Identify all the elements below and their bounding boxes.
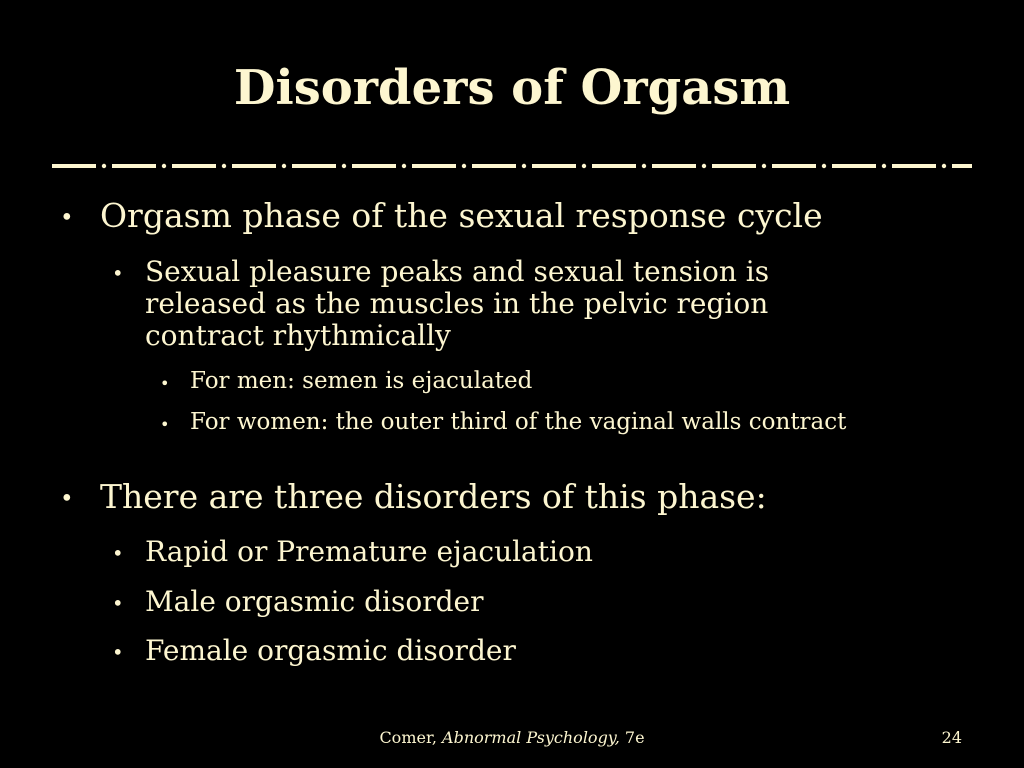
divider-dot	[582, 164, 586, 168]
divider-dot	[402, 164, 406, 168]
divider-dash	[292, 164, 336, 168]
divider-dash	[592, 164, 636, 168]
divider-dash	[952, 164, 972, 168]
divider-dash	[472, 164, 516, 168]
bullet-text: For women: the outer third of the vaginal walls contract	[190, 409, 847, 435]
bullet-text: Female orgasmic disorder	[145, 634, 516, 667]
bullet-text: For men: semen is ejaculated	[190, 368, 533, 394]
bullet-dot: •	[60, 205, 74, 231]
divider-dot	[162, 164, 166, 168]
divider-dot	[762, 164, 766, 168]
bullet-item	[60, 478, 960, 516]
divider-dot	[522, 164, 526, 168]
sub-bullet-item	[112, 536, 872, 568]
footer-book-title: Abnormal Psychology,	[442, 728, 620, 747]
bullet-text: Male orgasmic disorder	[145, 585, 484, 618]
divider-dot	[822, 164, 826, 168]
divider-dot	[282, 164, 286, 168]
divider-dash	[172, 164, 216, 168]
bullet-dot: •	[160, 374, 170, 393]
divider-dash	[832, 164, 876, 168]
bullet-item	[60, 197, 960, 235]
title-divider	[52, 160, 972, 172]
divider-dot	[882, 164, 886, 168]
divider-dot	[942, 164, 946, 168]
footer-source	[0, 728, 1024, 748]
divider-dash	[532, 164, 576, 168]
divider-dot	[642, 164, 646, 168]
divider-dash	[412, 164, 456, 168]
divider-dash	[112, 164, 156, 168]
divider-dash	[772, 164, 816, 168]
bullet-text: Rapid or Premature ejaculation	[145, 535, 593, 568]
bullet-dot: •	[112, 542, 124, 565]
footer-edition: 7e	[624, 728, 645, 747]
bullet-dot: •	[160, 415, 170, 434]
sub-sub-bullet-item	[160, 409, 860, 436]
sub-bullet-item	[112, 635, 872, 667]
divider-dot	[102, 164, 106, 168]
divider-dash	[652, 164, 696, 168]
bullet-dot: •	[112, 262, 124, 285]
divider-dot	[702, 164, 706, 168]
bullet-text: Orgasm phase of the sexual response cycle	[100, 196, 823, 235]
divider-dash	[352, 164, 396, 168]
bullet-text: Sexual pleasure peaks and sexual tension is released as the muscles in the pelvic region contract rhythmically	[145, 255, 770, 352]
bullet-dot: •	[112, 592, 124, 615]
bullet-dot: •	[112, 641, 124, 664]
bullet-dot: •	[60, 486, 74, 512]
sub-sub-bullet-item	[160, 368, 860, 395]
page-number: 24	[941, 728, 962, 747]
divider-dash	[892, 164, 936, 168]
divider-dot	[342, 164, 346, 168]
slide-title: Disorders of Orgasm	[233, 60, 791, 116]
divider-dash	[232, 164, 276, 168]
bullet-text: There are three disorders of this phase:	[100, 477, 767, 516]
sub-bullet-item	[112, 256, 872, 352]
divider-dash	[52, 164, 96, 168]
divider-dot	[462, 164, 466, 168]
footer-author: Comer,	[379, 728, 437, 747]
divider-dash	[712, 164, 756, 168]
sub-bullet-item	[112, 586, 872, 618]
divider-dot	[222, 164, 226, 168]
